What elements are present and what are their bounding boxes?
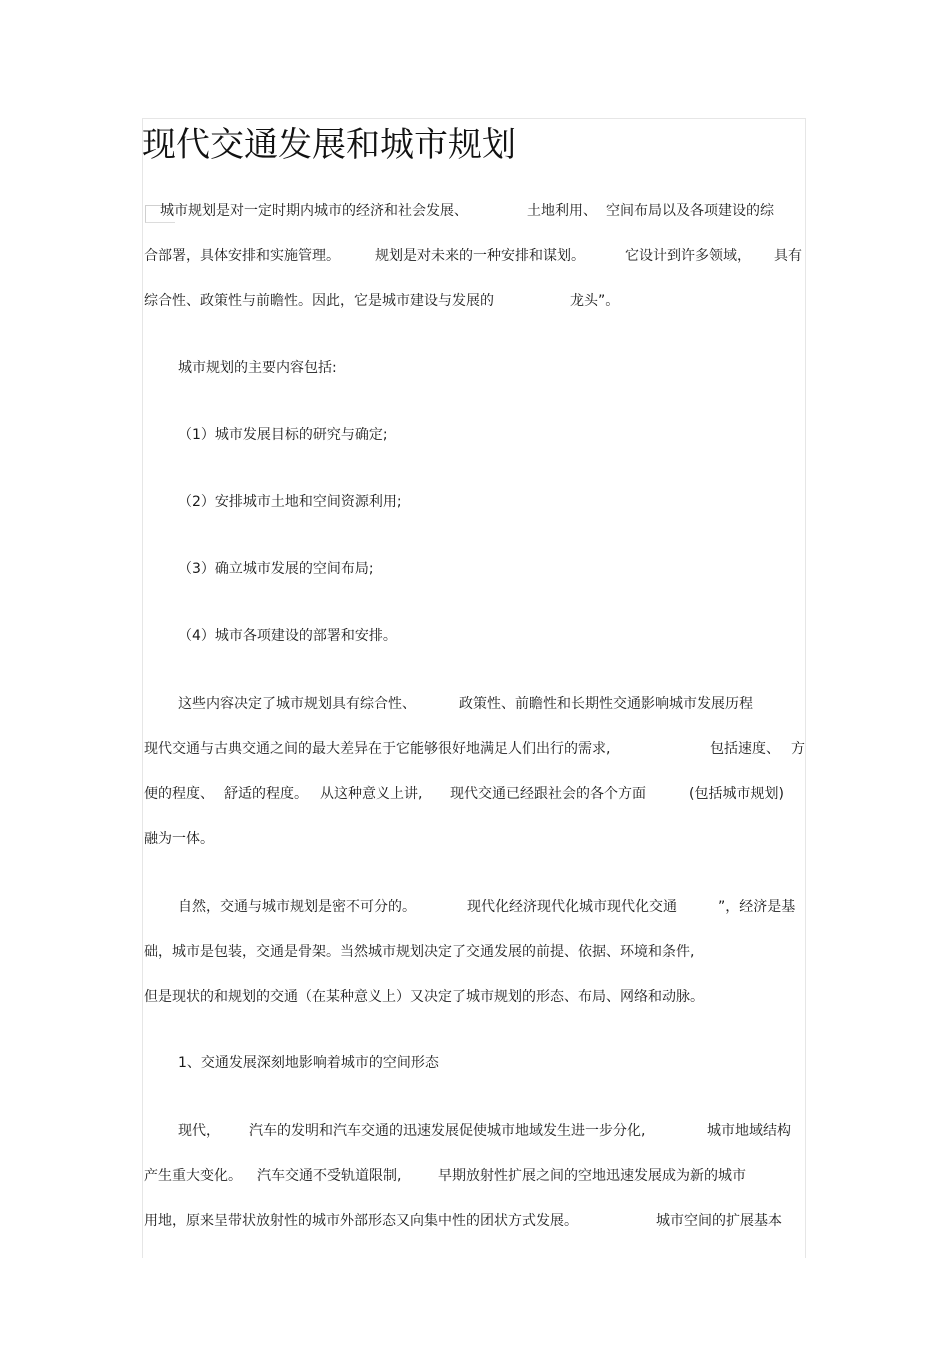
paragraph-2-line-2 <box>144 739 610 759</box>
paragraph-1-line-2b <box>375 246 585 266</box>
paragraph-1-line-2c <box>625 246 751 266</box>
paragraph-1-line-1c <box>606 201 774 221</box>
page-frame <box>142 118 806 1258</box>
text-segment: 具有 <box>774 248 802 264</box>
text-segment: ”，经济是基 <box>718 899 796 915</box>
text-segment: 汽车交通不受轨道限制, <box>257 1168 402 1184</box>
paragraph-3-line-1 <box>178 897 416 917</box>
paragraph-4-line-2 <box>144 1166 242 1186</box>
paragraph-2-line-1b <box>459 694 753 714</box>
text-segment: 城市规划是对一定时期内城市的经济和社会发展、 <box>160 203 468 219</box>
paragraph-2-line-2b <box>710 739 780 759</box>
text-segment: 舒适的程度。 <box>224 786 308 802</box>
text-segment: 城市空间的扩展基本 <box>656 1213 782 1229</box>
text-segment: 汽车的发明和汽车交通的迅速发展促使城市地域发生进一步分化, <box>249 1123 646 1139</box>
paragraph-2-line-4 <box>144 829 214 849</box>
text-segment: 融为一体。 <box>144 831 214 847</box>
text-segment: 础，城市是包装，交通是骨架。当然城市规划决定了交通发展的前提、依据、环境和条件, <box>144 944 695 960</box>
list-item: （4）城市各项建设的部署和安排。 <box>178 628 397 644</box>
paragraph-4-line-3b <box>656 1211 782 1231</box>
text-segment: 现代交通已经跟社会的各个方面 <box>450 786 646 802</box>
paragraph-4-line-1 <box>178 1121 220 1141</box>
paragraph-1-line-1 <box>160 201 468 221</box>
paragraph-1-line-1b <box>527 201 597 221</box>
list-item: （3）确立城市发展的空间布局; <box>178 561 374 577</box>
text-segment: 合部署，具体安排和实施管理。 <box>144 248 340 264</box>
paragraph-1-line-3 <box>144 291 494 311</box>
text-segment: (包括城市规划) <box>689 786 784 802</box>
paragraph-3-line-3 <box>144 987 704 1007</box>
paragraph-1-line-2d <box>774 246 802 266</box>
paragraph-2-line-3c <box>320 784 422 804</box>
paragraph-2-line-1 <box>178 694 416 714</box>
paragraph-3-line-2 <box>144 942 694 962</box>
text-segment: 包括速度、 <box>710 741 780 757</box>
paragraph-3-line-1c <box>718 897 795 917</box>
text-segment: 综合性、政策性与前瞻性。因此，它是城市建设与发展的 <box>144 293 494 309</box>
text-segment: 现代， <box>178 1123 220 1139</box>
paragraph-2-line-3 <box>144 784 214 804</box>
text-segment: 空间布局以及各项建设的综 <box>606 203 774 219</box>
text-segment: 现代化经济现代化城市现代化交通 <box>467 899 677 915</box>
text-segment: 早期放射性扩展之间的空地迅速发展成为新的城市 <box>438 1168 746 1184</box>
list-item: （2）安排城市土地和空间资源利用; <box>178 494 402 510</box>
text-segment: 规划是对未来的一种安排和谋划。 <box>375 248 585 264</box>
section-1-heading: 1、交通发展深刻地影响着城市的空间形态 <box>178 1055 439 1071</box>
text-segment: 产生重大变化。 <box>144 1168 242 1184</box>
text-segment: 用地，原来呈带状放射性的城市外部形态又向集中性的团状方式发展。 <box>144 1213 578 1229</box>
text-segment: 土地利用、 <box>527 203 597 219</box>
paragraph-4-line-2c <box>438 1166 746 1186</box>
main-content-heading: 城市规划的主要内容包括: <box>178 360 337 376</box>
text-segment: 方 <box>791 741 805 757</box>
paragraph-1-line-2 <box>144 246 340 266</box>
text-segment: 现代交通与古典交通之间的最大差异在于它能够很好地满足人们出行的需求, <box>144 741 611 757</box>
text-segment: 这些内容决定了城市规划具有综合性、 <box>178 696 416 712</box>
paragraph-2-line-3b <box>224 784 308 804</box>
text-segment: 便的程度、 <box>144 786 214 802</box>
paragraph-1-line-3b <box>570 291 619 311</box>
text-segment: 龙头”。 <box>570 293 620 309</box>
paragraph-4-line-1c <box>707 1121 791 1141</box>
paragraph-4-line-2b <box>257 1166 401 1186</box>
text-segment: 从这种意义上讲, <box>320 786 423 802</box>
paragraph-2-line-3e <box>689 784 784 804</box>
text-segment: 城市地域结构 <box>707 1123 791 1139</box>
paragraph-4-line-3 <box>144 1211 578 1231</box>
document-title: 现代交通发展和城市规划 <box>142 125 516 165</box>
text-segment: 但是现状的和规划的交通（在某种意义上）又决定了城市规划的形态、布局、网络和动脉。 <box>144 989 704 1005</box>
text-segment: 政策性、前瞻性和长期性交通影响城市发展历程 <box>459 696 753 712</box>
paragraph-4-line-1b <box>249 1121 645 1141</box>
paragraph-3-line-1b <box>467 897 677 917</box>
paragraph-2-line-3d <box>450 784 646 804</box>
paragraph-2-line-2c <box>791 739 805 759</box>
text-segment: 自然，交通与城市规划是密不可分的。 <box>178 899 416 915</box>
text-segment: 它设计到许多领域， <box>625 248 751 264</box>
list-item: （1）城市发展目标的研究与确定; <box>178 427 388 443</box>
